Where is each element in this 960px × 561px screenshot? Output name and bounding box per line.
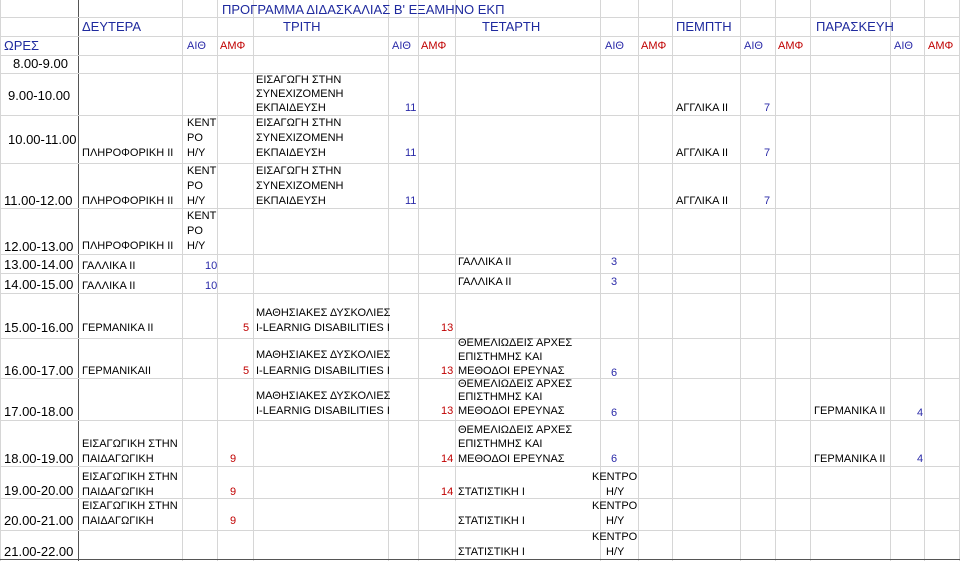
sheet-title: ΠΡΟΓΡΑΜΜΑ ΔΙΔΑΣΚΑΛΙΑΣ Β' ΕΞΑΜΗΝΟ ΕΚΠ bbox=[222, 2, 505, 17]
room-name: Η/Υ bbox=[187, 195, 206, 207]
room-number: 4 bbox=[917, 453, 924, 465]
hour-cell: 13.00-14.00 bbox=[4, 257, 74, 272]
day-thursday: ΠΕΜΠΤΗ bbox=[676, 19, 732, 34]
grid-line bbox=[0, 530, 960, 531]
room-number: 6 bbox=[611, 367, 618, 379]
hour-cell: 10.00-11.00 bbox=[8, 132, 77, 147]
course-name: ΠΛΗΡΟΦΟΡΙΚΗ II bbox=[82, 195, 174, 207]
hour-cell: 14.00-15.00 bbox=[4, 277, 74, 292]
day-monday: ΔΕΥΤΕΡΑ bbox=[82, 19, 142, 34]
course-name: ΕΚΠΑΙΔΕΥΣΗ bbox=[256, 147, 326, 159]
grid-line bbox=[0, 55, 960, 56]
grid-line bbox=[182, 0, 183, 561]
course-name: ΑΓΓΛΙΚΑ II bbox=[676, 147, 729, 159]
course-name: ΠΛΗΡΟΦΟΡΙΚΗ II bbox=[82, 240, 174, 252]
hour-cell: 9.00-10.00 bbox=[8, 88, 71, 103]
room-label: ΑΜΦ bbox=[928, 40, 954, 52]
grid-line bbox=[0, 163, 960, 164]
room-number: 9 bbox=[230, 453, 237, 465]
room-name: Η/Υ bbox=[187, 240, 206, 252]
hour-cell: 12.00-13.00 bbox=[4, 239, 74, 254]
room-number: 9 bbox=[230, 486, 237, 498]
course-name: Ι-LEARNIG DISABILITIES I bbox=[256, 365, 390, 377]
room-name: ΚΕΝΤ bbox=[187, 165, 217, 177]
course-name: ΓΕΡΜΑΝΙΚΑ II bbox=[814, 453, 886, 465]
course-name: ΠΛΗΡΟΦΟΡΙΚΗ II bbox=[82, 147, 174, 159]
course-name: ΜΑΘΗΣΙΑΚΕΣ ΔΥΣΚΟΛΙΕΣ bbox=[256, 349, 391, 361]
course-name: Ι-LEARNIG DISABILITIES I bbox=[256, 322, 390, 334]
course-name: ΓΕΡΜΑΝΙΚΑ II bbox=[814, 405, 886, 417]
room-label: ΑΙΘ bbox=[187, 40, 206, 52]
room-label: ΑΙΘ bbox=[605, 40, 624, 52]
course-name: ΠΑΙΔΑΓΩΓΙΚΗ bbox=[82, 453, 154, 465]
room-name: ΡΟ bbox=[187, 132, 203, 144]
room-number: 6 bbox=[611, 453, 618, 465]
course-name: ΣΥΝΕΧΙΖΟΜΕΝΗ bbox=[256, 132, 344, 144]
room-name: ΡΟ bbox=[187, 225, 203, 237]
room-label: ΑΜΦ bbox=[778, 40, 804, 52]
day-friday: ΠΑΡΑΣΚΕΥΗ bbox=[816, 19, 894, 34]
room-name: ΚΕΝΤΡΟ bbox=[592, 531, 638, 543]
grid-line bbox=[0, 559, 960, 560]
course-name: ΓΕΡΜΑΝΙΚΑ II bbox=[82, 322, 154, 334]
grid-line bbox=[0, 420, 960, 421]
day-tuesday: ΤΡΙΤΗ bbox=[283, 19, 321, 34]
room-number: 5 bbox=[243, 322, 250, 334]
room-number: 10 bbox=[205, 280, 218, 292]
grid-line bbox=[810, 0, 811, 561]
grid-line bbox=[740, 0, 741, 561]
room-label: ΑΜΦ bbox=[220, 40, 246, 52]
room-number: 6 bbox=[611, 407, 618, 419]
room-name: ΚΕΝΤΡΟ bbox=[592, 500, 638, 512]
course-name: ΕΙΣΑΓΩΓΙΚΗ ΣΤΗΝ bbox=[82, 438, 178, 450]
course-name: ΠΑΙΔΑΓΩΓΙΚΗ bbox=[82, 486, 154, 498]
grid-line bbox=[0, 73, 960, 74]
course-name: ΣΥΝΕΧΙΖΟΜΕΝΗ bbox=[256, 180, 344, 192]
grid-line bbox=[638, 0, 639, 561]
grid-line bbox=[0, 466, 960, 467]
hours-label: ΩΡΕΣ bbox=[4, 38, 40, 53]
room-number: 7 bbox=[764, 195, 771, 207]
day-wednesday: ΤΕΤΑΡΤΗ bbox=[482, 19, 541, 34]
grid-line bbox=[0, 208, 960, 209]
room-number: 11 bbox=[405, 195, 417, 207]
course-name: ΕΙΣΑΓΩΓΗ ΣΤΗΝ bbox=[256, 117, 342, 129]
course-name: ΓΑΛΛΙΚΑ II bbox=[82, 260, 136, 272]
room-name: Η/Υ bbox=[606, 546, 625, 558]
room-number: 9 bbox=[230, 515, 237, 527]
course-name: ΕΙΣΑΓΩΓΙΚΗ ΣΤΗΝ bbox=[82, 471, 178, 483]
course-name: ΑΓΓΛΙΚΑ II bbox=[676, 195, 729, 207]
course-name: ΘΕΜΕΛΙΩΔΕΙΣ ΑΡΧΕΣ bbox=[458, 378, 573, 390]
course-name: ΣΥΝΕΧΙΖΟΜΕΝΗ bbox=[256, 88, 344, 100]
room-name: ΚΕΝΤ bbox=[187, 210, 217, 222]
room-number: 14 bbox=[441, 453, 454, 465]
room-number: 7 bbox=[764, 147, 771, 159]
course-name: ΜΕΘΟΔΟΙ ΕΡΕΥΝΑΣ bbox=[458, 453, 565, 465]
course-name: ΘΕΜΕΛΙΩΔΕΙΣ ΑΡΧΕΣ bbox=[458, 424, 573, 436]
room-number: 7 bbox=[764, 102, 771, 114]
course-name: ΜΑΘΗΣΙΑΚΕΣ ΔΥΣΚΟΛΙΕΣ bbox=[256, 390, 391, 402]
hour-cell: 19.00-20.00 bbox=[4, 483, 74, 498]
room-number: 10 bbox=[205, 260, 218, 272]
room-number: 13 bbox=[441, 322, 454, 334]
grid-line bbox=[672, 0, 673, 561]
hour-cell: 11.00-12.00 bbox=[4, 193, 73, 208]
room-name: Η/Υ bbox=[606, 515, 625, 527]
course-name: ΠΑΙΔΑΓΩΓΙΚΗ bbox=[82, 515, 154, 527]
room-label: ΑΙΘ bbox=[744, 40, 763, 52]
course-name: ΕΚΠΑΙΔΕΥΣΗ bbox=[256, 195, 326, 207]
room-label: ΑΙΘ bbox=[392, 40, 411, 52]
grid-line bbox=[0, 36, 960, 37]
room-name: Η/Υ bbox=[606, 486, 625, 498]
course-name: ΕΠΙΣΤΗΜΗΣ ΚΑΙ bbox=[458, 391, 543, 403]
course-name: ΜΕΘΟΔΟΙ ΕΡΕΥΝΑΣ bbox=[458, 405, 565, 417]
grid-line bbox=[253, 0, 254, 561]
course-name: ΕΙΣΑΓΩΓΗ ΣΤΗΝ bbox=[256, 165, 342, 177]
course-name: ΓΑΛΛΙΚΑ II bbox=[82, 280, 136, 292]
room-name: ΚΕΝΤΡΟ bbox=[592, 471, 638, 483]
grid-line bbox=[388, 0, 389, 561]
grid-line bbox=[0, 254, 960, 255]
hour-cell: 16.00-17.00 bbox=[4, 363, 74, 378]
hour-cell: 21.00-22.00 bbox=[4, 544, 74, 559]
room-number: 5 bbox=[243, 365, 250, 377]
room-number: 3 bbox=[611, 256, 618, 268]
course-name: ΕΠΙΣΤΗΜΗΣ ΚΑΙ bbox=[458, 351, 543, 363]
hour-cell: 20.00-21.00 bbox=[4, 513, 74, 528]
room-label: ΑΙΘ bbox=[894, 40, 913, 52]
room-number: 3 bbox=[611, 276, 618, 288]
course-name: ΓΑΛΛΙΚΑ II bbox=[458, 276, 512, 288]
course-name: ΣΤΑΤΙΣΤΙΚΗ Ι bbox=[458, 486, 525, 498]
course-name: ΜΕΘΟΔΟΙ ΕΡΕΥΝΑΣ bbox=[458, 365, 565, 377]
grid-line bbox=[924, 0, 925, 561]
room-number: 11 bbox=[405, 102, 417, 114]
course-name: ΑΓΓΛΙΚΑ II bbox=[676, 102, 729, 114]
room-label: ΑΜΦ bbox=[641, 40, 667, 52]
grid-line bbox=[0, 273, 960, 274]
hour-cell: 8.00-9.00 bbox=[13, 56, 68, 71]
course-name: ΓΕΡΜΑΝΙΚΑΙΙ bbox=[82, 365, 152, 377]
course-name: ΕΠΙΣΤΗΜΗΣ ΚΑΙ bbox=[458, 438, 543, 450]
course-name: ΕΚΠΑΙΔΕΥΣΗ bbox=[256, 102, 326, 114]
grid-line bbox=[890, 0, 891, 561]
grid-line bbox=[418, 0, 419, 561]
grid-line bbox=[0, 0, 1, 561]
grid-line bbox=[0, 115, 960, 116]
course-name: ΣΤΑΤΙΣΤΙΚΗ Ι bbox=[458, 515, 525, 527]
grid-line bbox=[78, 0, 79, 561]
course-name: ΓΑΛΛΙΚΑ II bbox=[458, 256, 512, 268]
room-number: 11 bbox=[405, 147, 417, 159]
room-name: ΡΟ bbox=[187, 180, 203, 192]
course-name: ΕΙΣΑΓΩΓΗ ΣΤΗΝ bbox=[256, 74, 342, 86]
room-name: Η/Υ bbox=[187, 147, 206, 159]
course-name: ΕΙΣΑΓΩΓΙΚΗ ΣΤΗΝ bbox=[82, 500, 178, 512]
course-name: ΘΕΜΕΛΙΩΔΕΙΣ ΑΡΧΕΣ bbox=[458, 337, 573, 349]
hour-cell: 18.00-19.00 bbox=[4, 451, 74, 466]
course-name: ΜΑΘΗΣΙΑΚΕΣ ΔΥΣΚΟΛΙΕΣ bbox=[256, 307, 391, 319]
grid-line bbox=[775, 0, 776, 561]
room-name: ΚΕΝΤ bbox=[187, 117, 217, 129]
hour-cell: 17.00-18.00 bbox=[4, 404, 74, 419]
room-number: 4 bbox=[917, 407, 924, 419]
room-number: 14 bbox=[441, 486, 454, 498]
room-number: 13 bbox=[441, 365, 454, 377]
grid-line bbox=[455, 0, 456, 561]
grid-line bbox=[0, 293, 960, 294]
course-name: ΣΤΑΤΙΣΤΙΚΗ Ι bbox=[458, 546, 525, 558]
course-name: Ι-LEARNIG DISABILITIES I bbox=[256, 405, 390, 417]
hour-cell: 15.00-16.00 bbox=[4, 320, 74, 335]
room-label: ΑΜΦ bbox=[421, 40, 447, 52]
room-number: 13 bbox=[441, 405, 454, 417]
